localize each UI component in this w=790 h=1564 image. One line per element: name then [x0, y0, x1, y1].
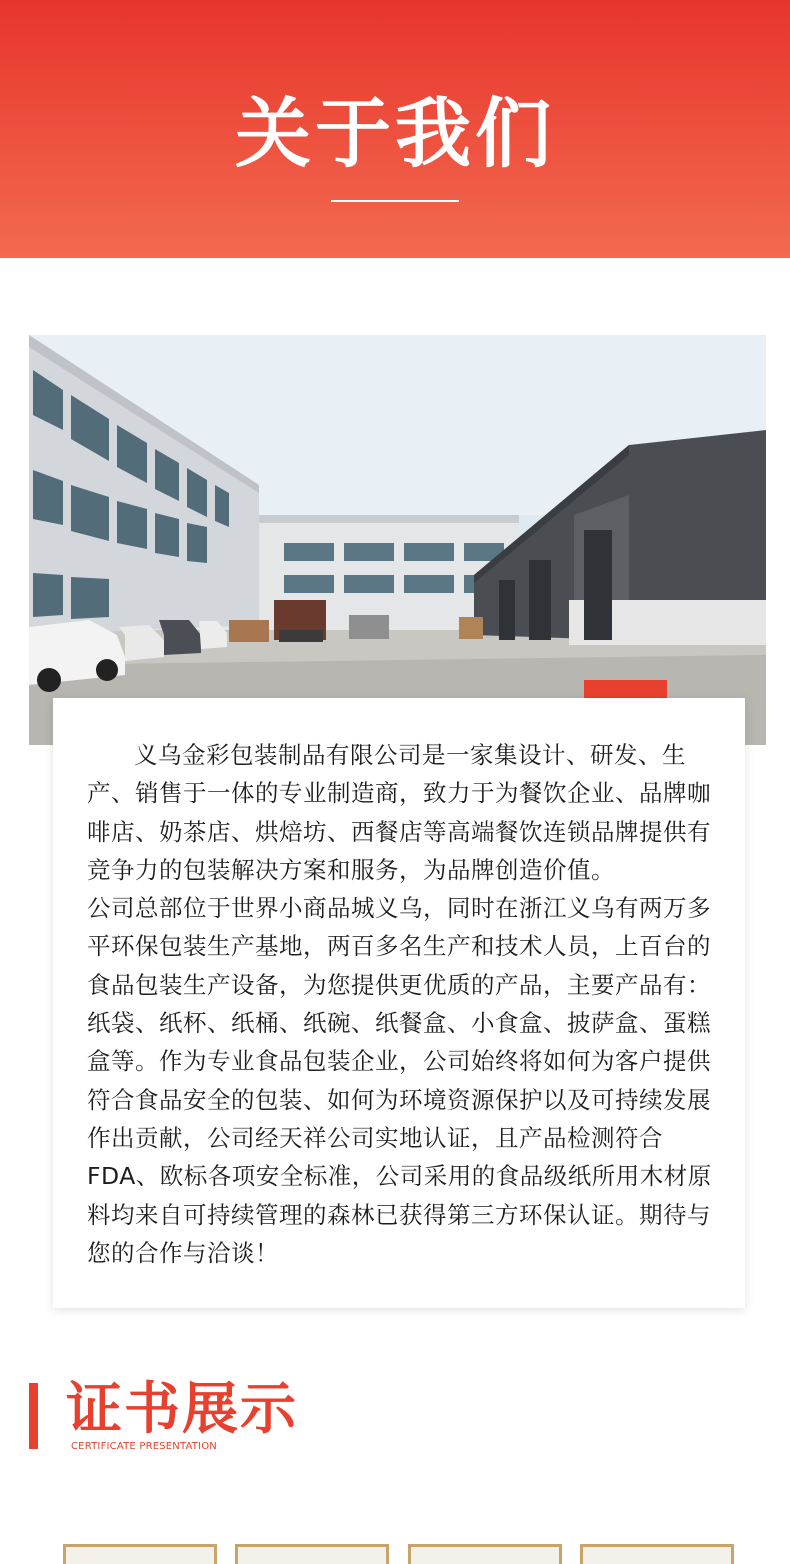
intro-paragraph-2: 公司总部位于世界小商品城义乌，同时在浙江义乌有两万多平环保包装生产基地，两百多名生产和技术人员，上百台的食品包装生产设备，为您提供更优质的产品，主要产品有：纸袋、纸杯、纸桶、纸碗、纸餐盒、小食盒、披萨盒、蛋糕盒等。作为专业食品包装企业，公司始终将如何为客户提供符合食品安全的包装、如何为环境资源保护以及可持续发展作出贡献，公司经天祥公司实地认证，且产品检测符合FDA、欧标各项安全标准，公司采用的食品级纸所用木材原料均来自可持续管理的森林已获得第三方环保认证。期待与您的合作与洽谈！	[87, 894, 712, 1267]
intro-text	[87, 736, 713, 1272]
certificate-frame	[580, 1544, 734, 1564]
certificate-frames	[0, 1540, 790, 1556]
certificate-frame	[235, 1544, 389, 1564]
intro-paragraph-1: 义乌金彩包装制品有限公司是一家集设计、研发、生产、销售于一体的专业制造商，致力于为餐饮企业、品牌咖啡店、奶茶店、烘焙坊、西餐店等高端餐饮连锁品牌提供有竞争力的包装解决方案和服务，为品牌创造价值。	[87, 741, 711, 884]
certificate-section-title: 证书展示	[66, 1377, 298, 1442]
intro-card	[53, 698, 745, 1308]
certificate-frame	[408, 1544, 562, 1564]
certificate-section-marker	[29, 1383, 38, 1449]
header-banner	[0, 0, 790, 258]
certificate-frame	[63, 1544, 217, 1564]
certificate-section-subtitle: CERTIFICATE PRESENTATION	[71, 1441, 217, 1452]
page-title: 关于我们	[235, 89, 555, 178]
title-underline	[331, 200, 459, 202]
